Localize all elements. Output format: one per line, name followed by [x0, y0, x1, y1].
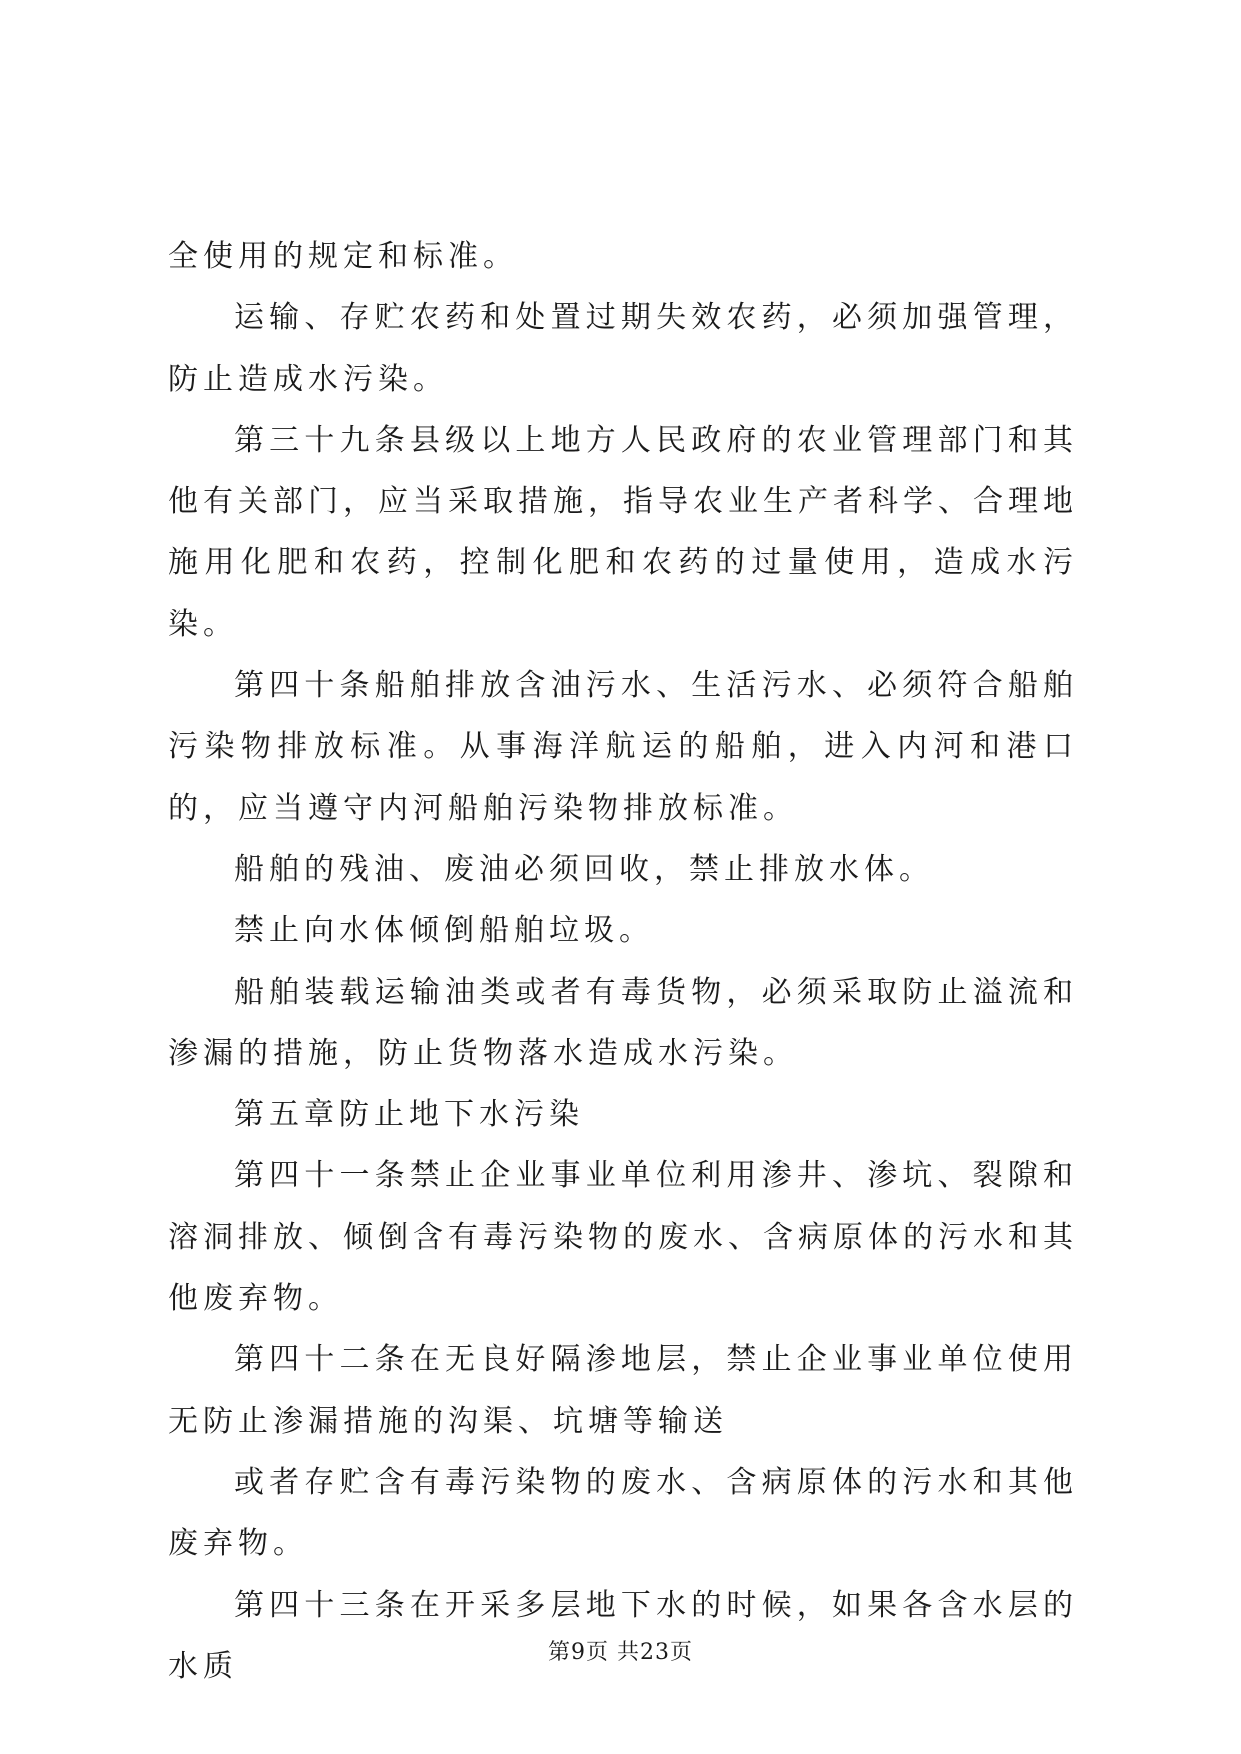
paragraph: 全使用的规定和标准。 [168, 239, 518, 274]
paragraph: 禁止向水体倾倒船舶垃圾。 [234, 913, 654, 949]
paragraph: 第四十条船舶排放含油污水、生活污水、必须符合船舶污染物排放标准。从事海洋航运的船舶，进入内河和港口的，应当遵守内河船舶污染物排放标准。 [168, 668, 1078, 826]
paragraph: 第四十一条禁止企业事业单位利用渗井、渗坑、裂隙和溶洞排放、倾倒含有毒污染物的废水、含病原体的污水和其他废弃物。 [168, 1158, 1078, 1317]
paragraph: 船舶的残油、废油必须回收，禁止排放水体。 [234, 851, 934, 887]
page-number: 第9页 共23页 [548, 1640, 693, 1665]
paragraph: 第四十三条在开采多层地下水的时候，如果各含水层的水质 [168, 1587, 1078, 1684]
paragraph: 船舶装载运输油类或者有毒货物，必须采取防止溢流和渗漏的措施，防止货物落水造成水污染。 [168, 974, 1078, 1071]
document-body [168, 226, 1078, 1697]
paragraph: 运输、存贮农药和处置过期失效农药，必须加强管理，防止造成水污染。 [168, 300, 1078, 397]
paragraph: 第四十二条在无良好隔渗地层，禁止企业事业单位使用无防止渗漏措施的沟渠、坑塘等输送 [168, 1342, 1078, 1439]
paragraph: 或者存贮含有毒污染物的废水、含病原体的污水和其他废弃物。 [168, 1464, 1078, 1562]
chapter-heading: 第五章防止地下水污染 [234, 1097, 584, 1133]
paragraph: 第三十九条县级以上地方人民政府的农业管理部门和其他有关部门，应当采取措施，指导农业生产者科学、合理地施用化肥和农药，控制化肥和农药的过量使用，造成水污染。 [168, 422, 1078, 642]
